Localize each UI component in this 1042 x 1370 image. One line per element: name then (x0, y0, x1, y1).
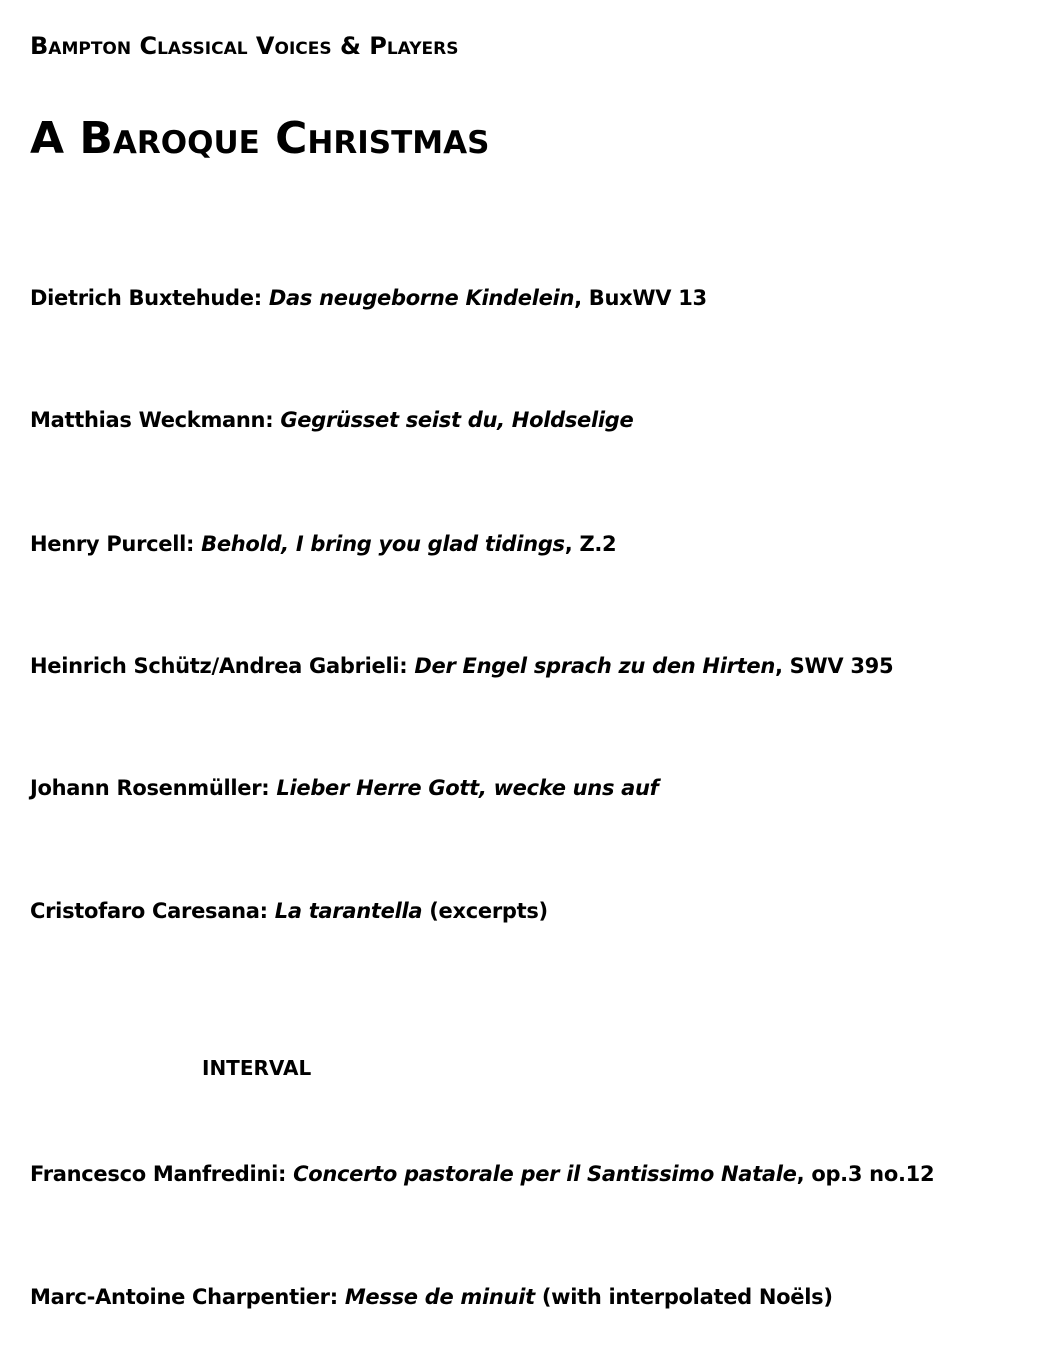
program-item (30, 1159, 934, 1189)
program-item (30, 651, 893, 681)
work-title: Lieber Herre Gott, wecke uns auf (276, 776, 659, 800)
composer-name: Johann Rosenmüller: (30, 776, 270, 800)
work-suffix: (excerpts) (422, 899, 548, 923)
composer-name: Cristofaro Caresana: (30, 899, 268, 923)
program-item (30, 1282, 833, 1312)
work-suffix: (with interpolated Noëls) (534, 1285, 833, 1309)
work-title: Der Engel sprach zu den Hirten (414, 654, 775, 678)
work-suffix: , SWV 395 (774, 654, 894, 678)
work-suffix: , BuxWV 13 (574, 286, 707, 310)
program-item (30, 773, 659, 803)
work-title: Behold, I bring you glad tidings (201, 532, 565, 556)
work-title: Gegrüsset seist du, Holdselige (280, 408, 634, 432)
composer-name: Dietrich Buxtehude: (30, 286, 262, 310)
organization-name: Bampton Classical Voices & Players (30, 32, 459, 60)
work-title: Messe de minuit (344, 1285, 535, 1309)
composer-name: Marc-Antoine Charpentier: (30, 1285, 338, 1309)
concert-title: A Baroque Christmas (30, 113, 490, 164)
composer-name: Francesco Manfredini: (30, 1162, 287, 1186)
composer-name: Heinrich Schütz/Andrea Gabrieli: (30, 654, 408, 678)
work-title: Das neugeborne Kindelein (268, 286, 575, 310)
program-item (30, 405, 633, 435)
composer-name: Henry Purcell: (30, 532, 195, 556)
program-item (30, 529, 616, 559)
program-item (30, 896, 548, 926)
work-suffix: , Z.2 (564, 532, 617, 556)
work-title: Concerto pastorale per il Santissimo Natale (293, 1162, 797, 1186)
interval-label: INTERVAL (202, 1056, 312, 1080)
work-title: La tarantella (274, 899, 423, 923)
program-item (30, 283, 707, 313)
composer-name: Matthias Weckmann: (30, 408, 274, 432)
work-suffix: , op.3 no.12 (796, 1162, 935, 1186)
